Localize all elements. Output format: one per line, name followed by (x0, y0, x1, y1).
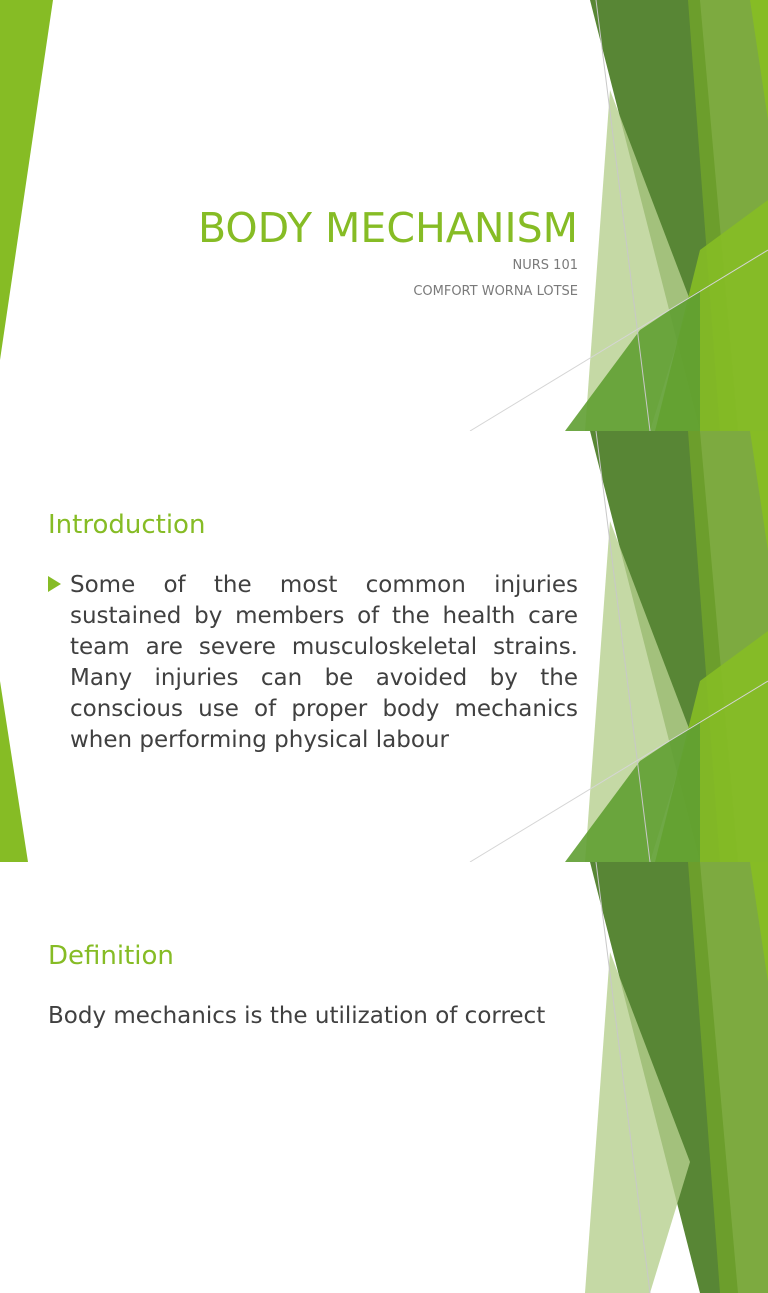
slide-heading: Introduction (48, 510, 206, 540)
slide-decoration (0, 862, 768, 1293)
left-green-sliver (0, 681, 28, 862)
slide-title (0, 0, 768, 431)
course-code: NURS 101 (512, 258, 578, 273)
slide-heading: Definition (48, 941, 174, 971)
author-name: COMFORT WORNA LOTSE (413, 284, 578, 299)
slide-introduction (0, 431, 768, 862)
presentation-title: BODY MECHANISM (197, 204, 578, 252)
bullet-text: Some of the most common injuries sustained by members of the health care team are severe musculoskeletal strains. Many injuries can be avoided by the conscious use of proper body mechanics when performing physical labour (70, 572, 578, 753)
left-green-sliver (0, 0, 53, 360)
definition-text: Body mechanics is the utilization of correct (48, 1003, 546, 1029)
bullet-item (48, 570, 578, 756)
slide-definition (0, 862, 768, 1293)
triangle-bullet-icon (48, 576, 61, 592)
